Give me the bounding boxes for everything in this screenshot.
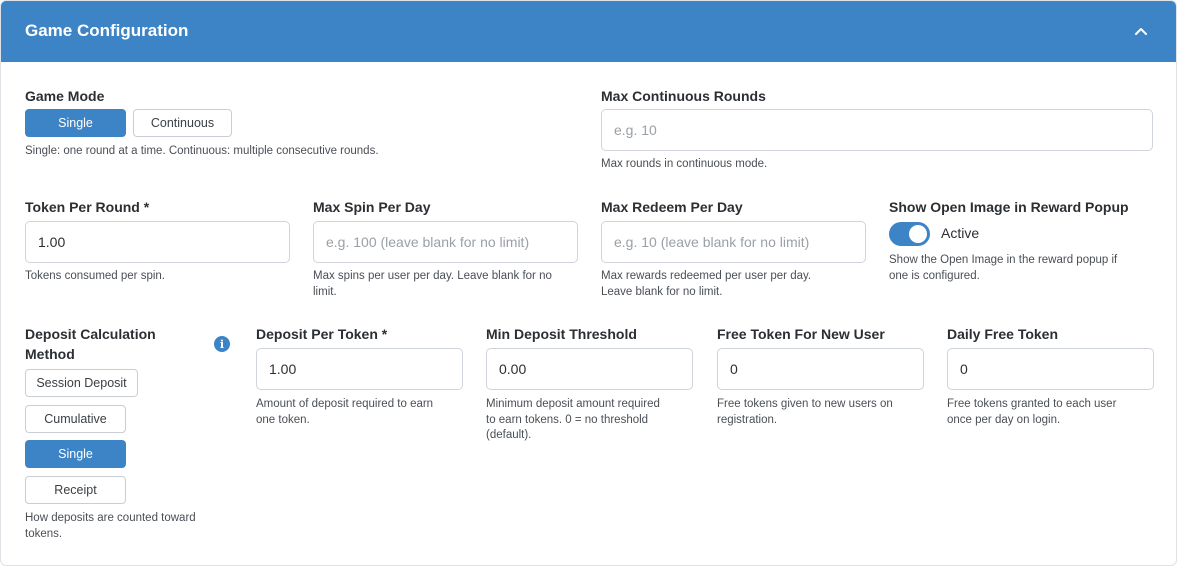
free-token-new-user-help-line: Free tokens given to new users on <box>717 398 893 410</box>
daily-free-token-help <box>947 397 1116 428</box>
max-spin-per-day-label: Max Spin Per Day <box>313 199 431 215</box>
max-redeem-per-day-help <box>601 269 811 300</box>
card-title: Game Configuration <box>25 21 189 40</box>
max-spin-per-day-help <box>313 269 552 300</box>
min-deposit-threshold-label: Min Deposit Threshold <box>486 326 637 342</box>
game-mode-continuous-button[interactable]: Continuous <box>133 109 232 137</box>
min-deposit-threshold-help-line: Minimum deposit amount required <box>486 398 660 410</box>
free-token-new-user-help <box>717 397 893 428</box>
deposit-calculation-label-line: Method <box>25 346 75 362</box>
min-deposit-threshold-help-line: (default). <box>486 429 532 441</box>
deposit-per-token-label: Deposit Per Token * <box>256 326 388 342</box>
token-per-round-label: Token Per Round * <box>25 199 150 215</box>
show-open-image-toggle[interactable] <box>889 222 930 246</box>
daily-free-token-help-line: Free tokens granted to each user <box>947 398 1117 410</box>
deposit-single-button[interactable]: Single <box>25 440 126 468</box>
deposit-calculation-label-line: Deposit Calculation <box>25 326 156 342</box>
deposit-calculation-help-line: tokens. <box>25 527 63 540</box>
token-per-round-help: Tokens consumed per spin. <box>25 270 165 282</box>
deposit-cumulative-button[interactable]: Cumulative <box>25 405 126 433</box>
max-continuous-rounds-input[interactable] <box>601 109 1153 151</box>
show-open-image-help-line: one is configured. <box>889 269 980 282</box>
max-continuous-rounds-label: Max Continuous Rounds <box>601 88 766 104</box>
max-spin-per-day-input[interactable] <box>313 221 578 263</box>
deposit-per-token-input[interactable] <box>256 348 463 390</box>
deposit-session-deposit-button[interactable]: Session Deposit <box>25 369 138 397</box>
free-token-new-user-help-line: registration. <box>717 413 778 426</box>
game-mode-label: Game Mode <box>25 88 105 104</box>
deposit-per-token-help-line: Amount of deposit required to earn <box>256 398 434 410</box>
max-redeem-per-day-help-line: Leave blank for no limit. <box>601 285 723 298</box>
deposit-receipt-button[interactable]: Receipt <box>25 476 126 504</box>
show-open-image-status: Active <box>941 225 980 241</box>
chevron-up-icon[interactable] <box>1128 19 1154 45</box>
max-redeem-per-day-help-line: Max rewards redeemed per user per day. <box>601 270 812 282</box>
min-deposit-threshold-help <box>486 397 660 444</box>
show-open-image-help <box>889 253 1117 284</box>
game-mode-help: Single: one round at a time. Continuous: multiple consecutive rounds. <box>25 145 379 157</box>
min-deposit-threshold-input[interactable] <box>486 348 693 390</box>
free-token-new-user-label: Free Token For New User <box>717 326 885 342</box>
deposit-calculation-help-line: How deposits are counted toward <box>25 512 196 524</box>
show-open-image-label: Show Open Image in Reward Popup <box>889 199 1129 215</box>
daily-free-token-input[interactable] <box>947 348 1154 390</box>
deposit-per-token-help-line: one token. <box>256 413 310 426</box>
daily-free-token-help-line: once per day on login. <box>947 413 1061 426</box>
deposit-per-token-help <box>256 397 433 428</box>
max-spin-per-day-help-line: Max spins per user per day. Leave blank for no <box>313 270 552 282</box>
max-redeem-per-day-input[interactable] <box>601 221 866 263</box>
max-redeem-per-day-label: Max Redeem Per Day <box>601 199 743 215</box>
max-spin-per-day-help-line: limit. <box>313 285 337 298</box>
game-mode-single-button[interactable]: Single <box>25 109 126 137</box>
max-continuous-rounds-help: Max rounds in continuous mode. <box>601 158 768 170</box>
daily-free-token-label: Daily Free Token <box>947 326 1059 342</box>
card-header[interactable] <box>1 1 1176 62</box>
info-icon[interactable]: i <box>214 336 230 352</box>
deposit-calculation-help <box>25 511 196 542</box>
toggle-knob <box>909 225 927 243</box>
token-per-round-input[interactable] <box>25 221 290 263</box>
show-open-image-help-line: Show the Open Image in the reward popup if <box>889 254 1118 266</box>
deposit-calculation-label <box>25 324 156 364</box>
free-token-new-user-input[interactable] <box>717 348 924 390</box>
min-deposit-threshold-help-line: to earn tokens. 0 = no threshold <box>486 413 649 426</box>
